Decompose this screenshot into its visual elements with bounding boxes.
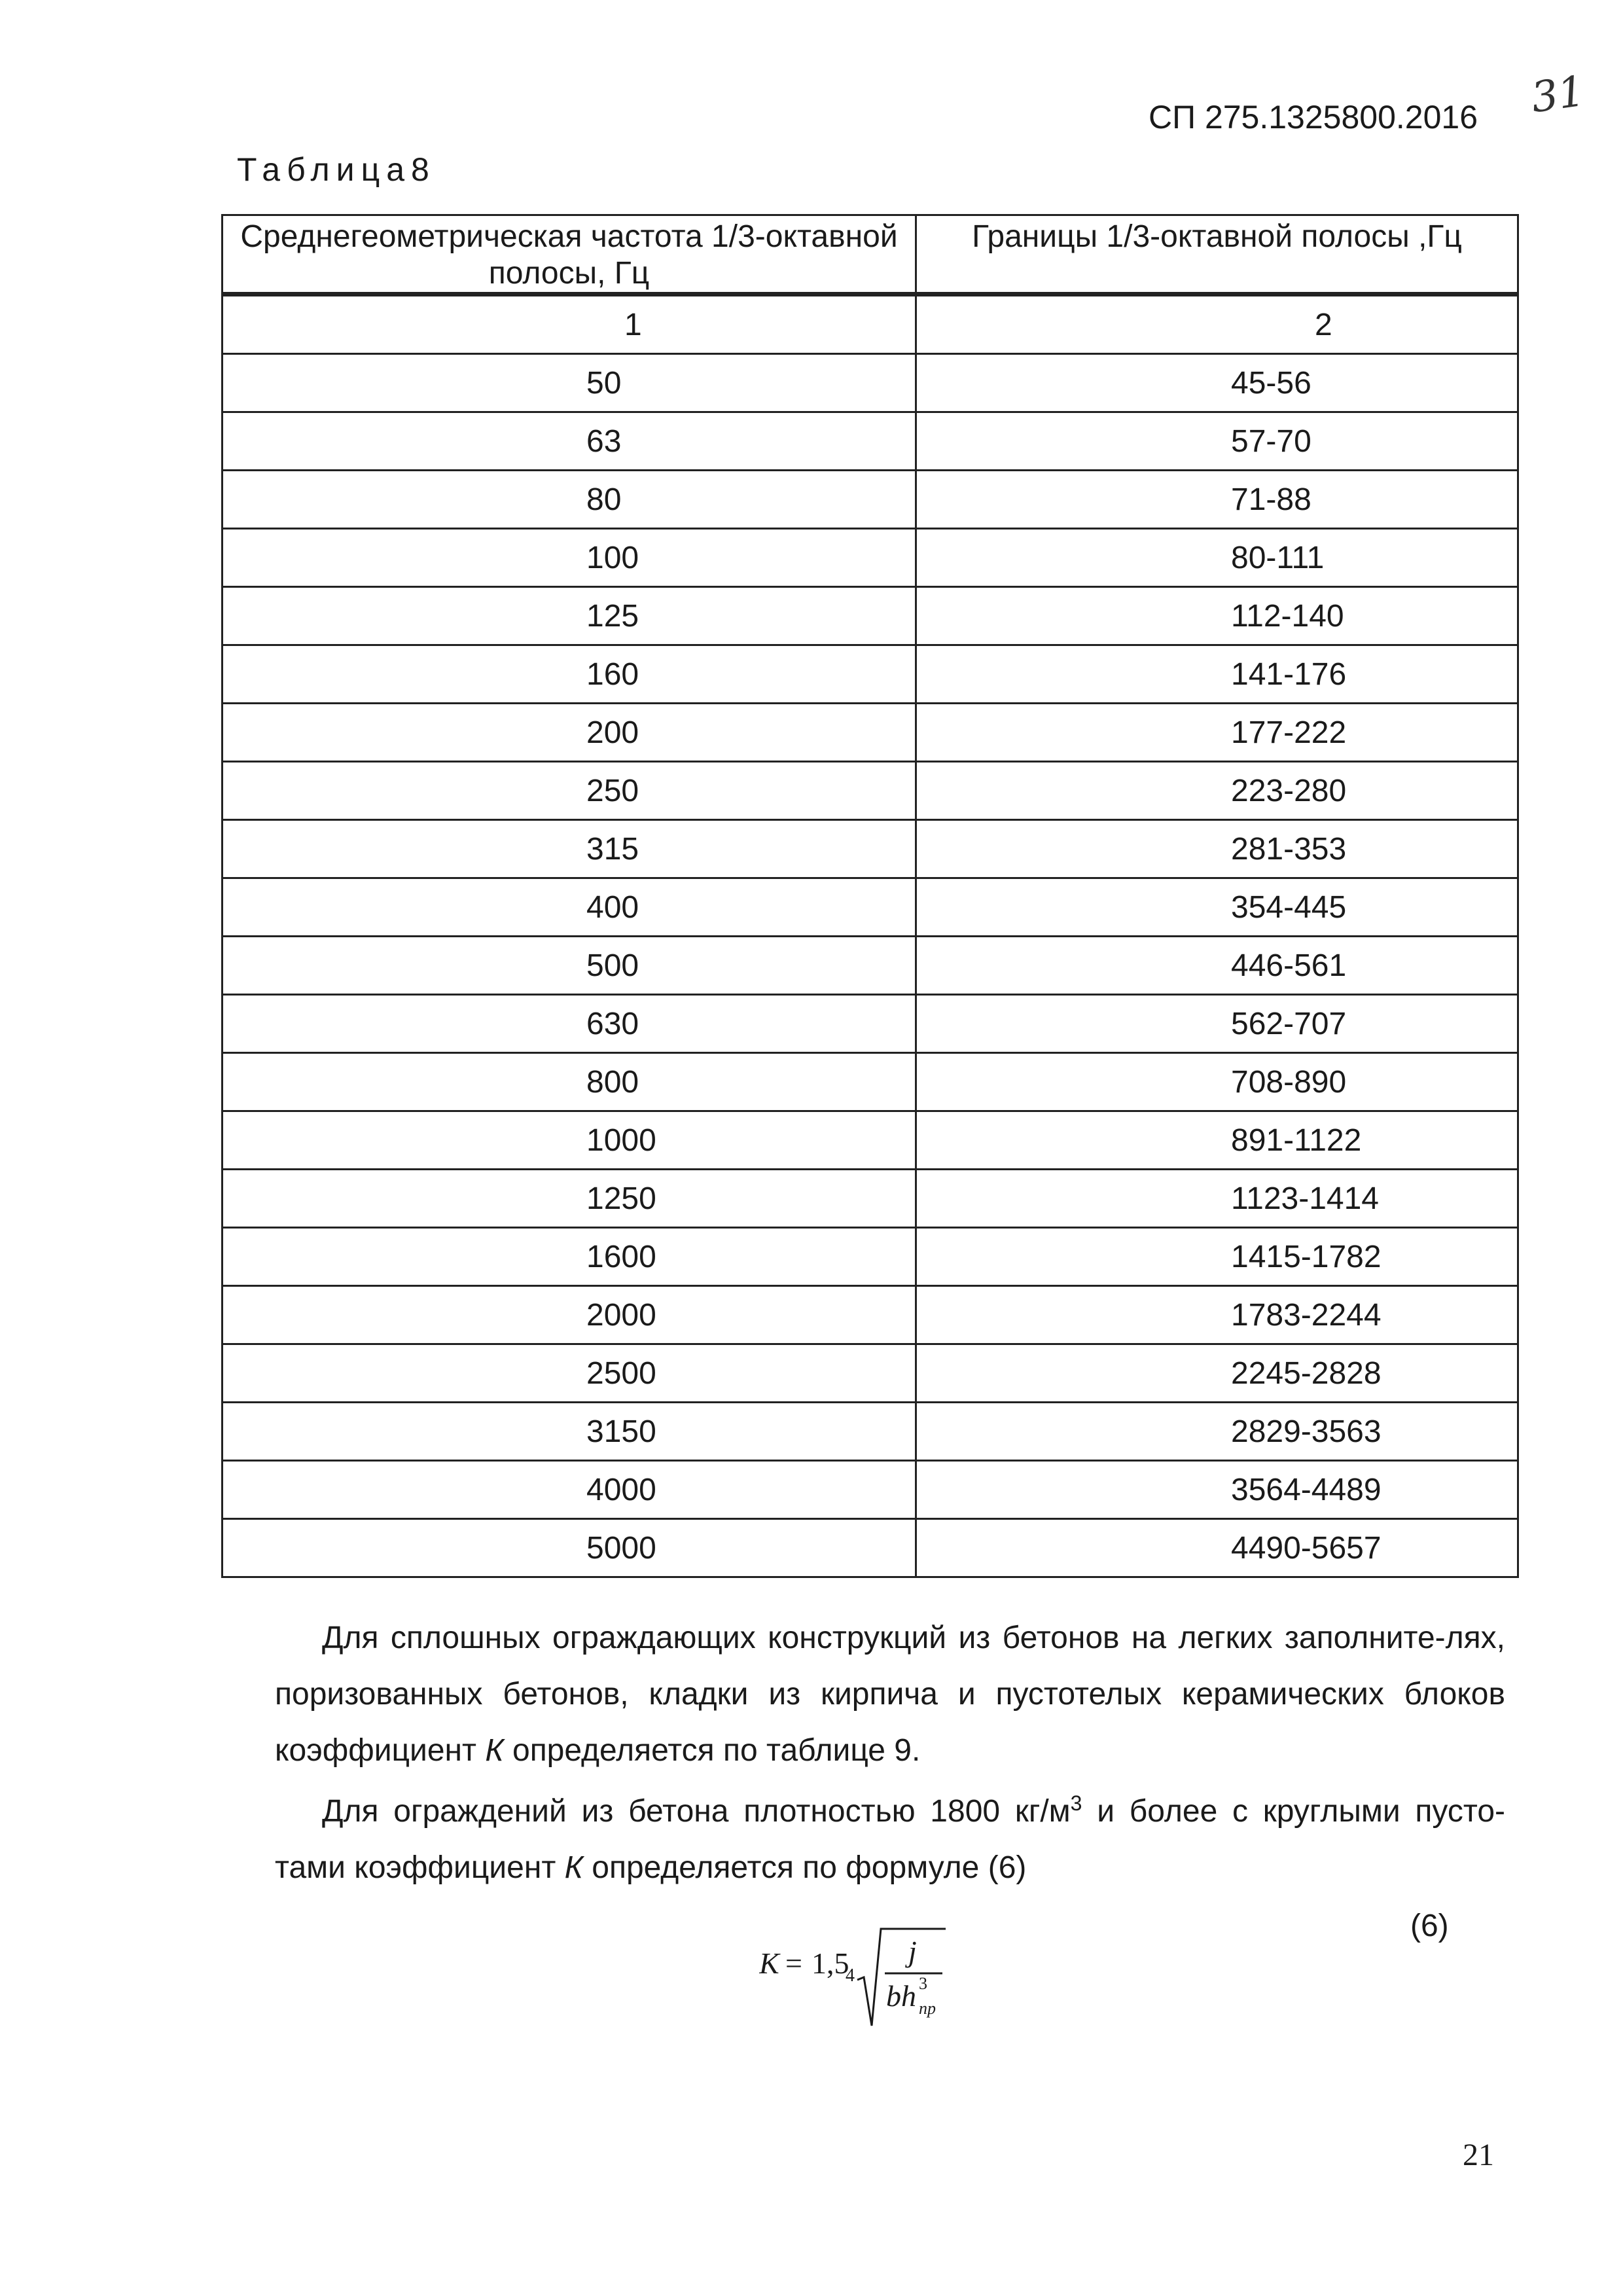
table-row — [223, 471, 1518, 529]
table-caption: Таблица8 — [237, 151, 436, 188]
table-row — [223, 354, 1518, 412]
center-frequency-cell: 250 — [223, 762, 916, 820]
table-row — [223, 1170, 1518, 1228]
center-frequency-cell: 800 — [223, 1053, 916, 1111]
band-limits-cell: 112-140 — [916, 587, 1518, 645]
center-frequency-cell: 160 — [223, 645, 916, 704]
center-frequency-cell: 63 — [223, 412, 916, 471]
table-row — [223, 1111, 1518, 1170]
column-number-row — [223, 295, 1518, 354]
table-row — [223, 587, 1518, 645]
table-row — [223, 1461, 1518, 1519]
center-frequency-cell: 630 — [223, 995, 916, 1053]
band-limits-cell: 223-280 — [916, 762, 1518, 820]
center-frequency-cell: 50 — [223, 354, 916, 412]
paragraph-text: определяется по таблице 9. — [503, 1733, 921, 1768]
band-limits-cell: 2829-3563 — [916, 1403, 1518, 1461]
header-center-frequency: Среднегеометрическая частота 1/3-октавной полосы, Гц — [223, 215, 916, 295]
formula-denominator-base: bh — [886, 1979, 916, 2013]
center-frequency-cell: 400 — [223, 878, 916, 937]
center-frequency-cell: 80 — [223, 471, 916, 529]
paragraph-text: Для сплошных ограждающих конструкций из бетонов на легких заполните-лях, поризованных бетонов, кладки из кирпича и пустотелых керамических блоков коэффициент — [275, 1621, 1505, 1768]
table-row — [223, 937, 1518, 995]
band-limits-cell: 3564-4489 — [916, 1461, 1518, 1519]
frequency-table — [221, 214, 1519, 1578]
band-limits-cell: 354-445 — [916, 878, 1518, 937]
band-limits-cell: 57-70 — [916, 412, 1518, 471]
formula-denominator-exp: 3 — [919, 1974, 927, 1993]
center-frequency-cell: 1000 — [223, 1111, 916, 1170]
document-code: СП 275.1325800.2016 — [1149, 99, 1478, 135]
formula-denominator-sub: пр — [919, 1999, 936, 2018]
center-frequency-cell: 2000 — [223, 1286, 916, 1344]
table-row — [223, 1286, 1518, 1344]
table-row — [223, 1344, 1518, 1403]
table-row — [223, 704, 1518, 762]
paragraph-dense-concrete — [275, 1784, 1505, 1896]
table-row — [223, 1403, 1518, 1461]
band-limits-cell: 1123-1414 — [916, 1170, 1518, 1228]
formula-6 — [759, 1921, 955, 2032]
formula-numerator: j — [908, 1935, 917, 1968]
table-row — [223, 762, 1518, 820]
table-header-row — [223, 215, 1518, 295]
band-limits-cell: 446-561 — [916, 937, 1518, 995]
band-limits-cell: 1783-2244 — [916, 1286, 1518, 1344]
band-limits-cell: 141-176 — [916, 645, 1518, 704]
formula-lhs: K — [759, 1946, 779, 1980]
table-row — [223, 529, 1518, 587]
band-limits-cell: 71-88 — [916, 471, 1518, 529]
table-row — [223, 1228, 1518, 1286]
band-limits-cell: 281-353 — [916, 820, 1518, 878]
paragraph-light-concrete — [275, 1610, 1505, 1779]
table-row — [223, 645, 1518, 704]
paragraph-text: и более с круглыми пусто-тами коэффициент — [275, 1794, 1506, 1885]
band-limits-cell: 2245-2828 — [916, 1344, 1518, 1403]
superscript: 3 — [1070, 1791, 1082, 1815]
column-number-1: 1 — [223, 295, 916, 354]
center-frequency-cell: 1250 — [223, 1170, 916, 1228]
table-row — [223, 1519, 1518, 1577]
page-number: 21 — [1463, 2138, 1494, 2172]
paragraph-text: определяется по формуле (6) — [582, 1850, 1027, 1885]
table-row — [223, 412, 1518, 471]
table-row — [223, 995, 1518, 1053]
center-frequency-cell: 2500 — [223, 1344, 916, 1403]
band-limits-cell: 45-56 — [916, 354, 1518, 412]
band-limits-cell: 80-111 — [916, 529, 1518, 587]
center-frequency-cell: 5000 — [223, 1519, 916, 1577]
center-frequency-cell: 3150 — [223, 1403, 916, 1461]
band-limits-cell: 562-707 — [916, 995, 1518, 1053]
variable-k: К — [485, 1733, 504, 1768]
band-limits-cell: 891-1122 — [916, 1111, 1518, 1170]
band-limits-cell: 177-222 — [916, 704, 1518, 762]
formula-label: (6) — [1410, 1909, 1449, 1943]
center-frequency-cell: 315 — [223, 820, 916, 878]
formula-equals: = — [785, 1946, 802, 1980]
formula-root-index: 4 — [846, 1965, 855, 1986]
table-row — [223, 820, 1518, 878]
band-limits-cell: 708-890 — [916, 1053, 1518, 1111]
center-frequency-cell: 125 — [223, 587, 916, 645]
center-frequency-cell: 4000 — [223, 1461, 916, 1519]
paragraph-text: Для ограждений из бетона плотностью 1800 кг/м — [322, 1794, 1071, 1829]
center-frequency-cell: 100 — [223, 529, 916, 587]
band-limits-cell: 4490-5657 — [916, 1519, 1518, 1577]
center-frequency-cell: 1600 — [223, 1228, 916, 1286]
band-limits-cell: 1415-1782 — [916, 1228, 1518, 1286]
table-row — [223, 1053, 1518, 1111]
center-frequency-cell: 200 — [223, 704, 916, 762]
center-frequency-cell: 500 — [223, 937, 916, 995]
formula-coefficient: 1,5 — [812, 1946, 849, 1980]
table-row — [223, 878, 1518, 937]
header-band-limits: Границы 1/3-октавной полосы ,Гц — [916, 215, 1518, 295]
column-number-2: 2 — [916, 295, 1518, 354]
variable-k: К — [564, 1850, 583, 1885]
handwritten-page-mark: 31 — [1528, 67, 1588, 123]
